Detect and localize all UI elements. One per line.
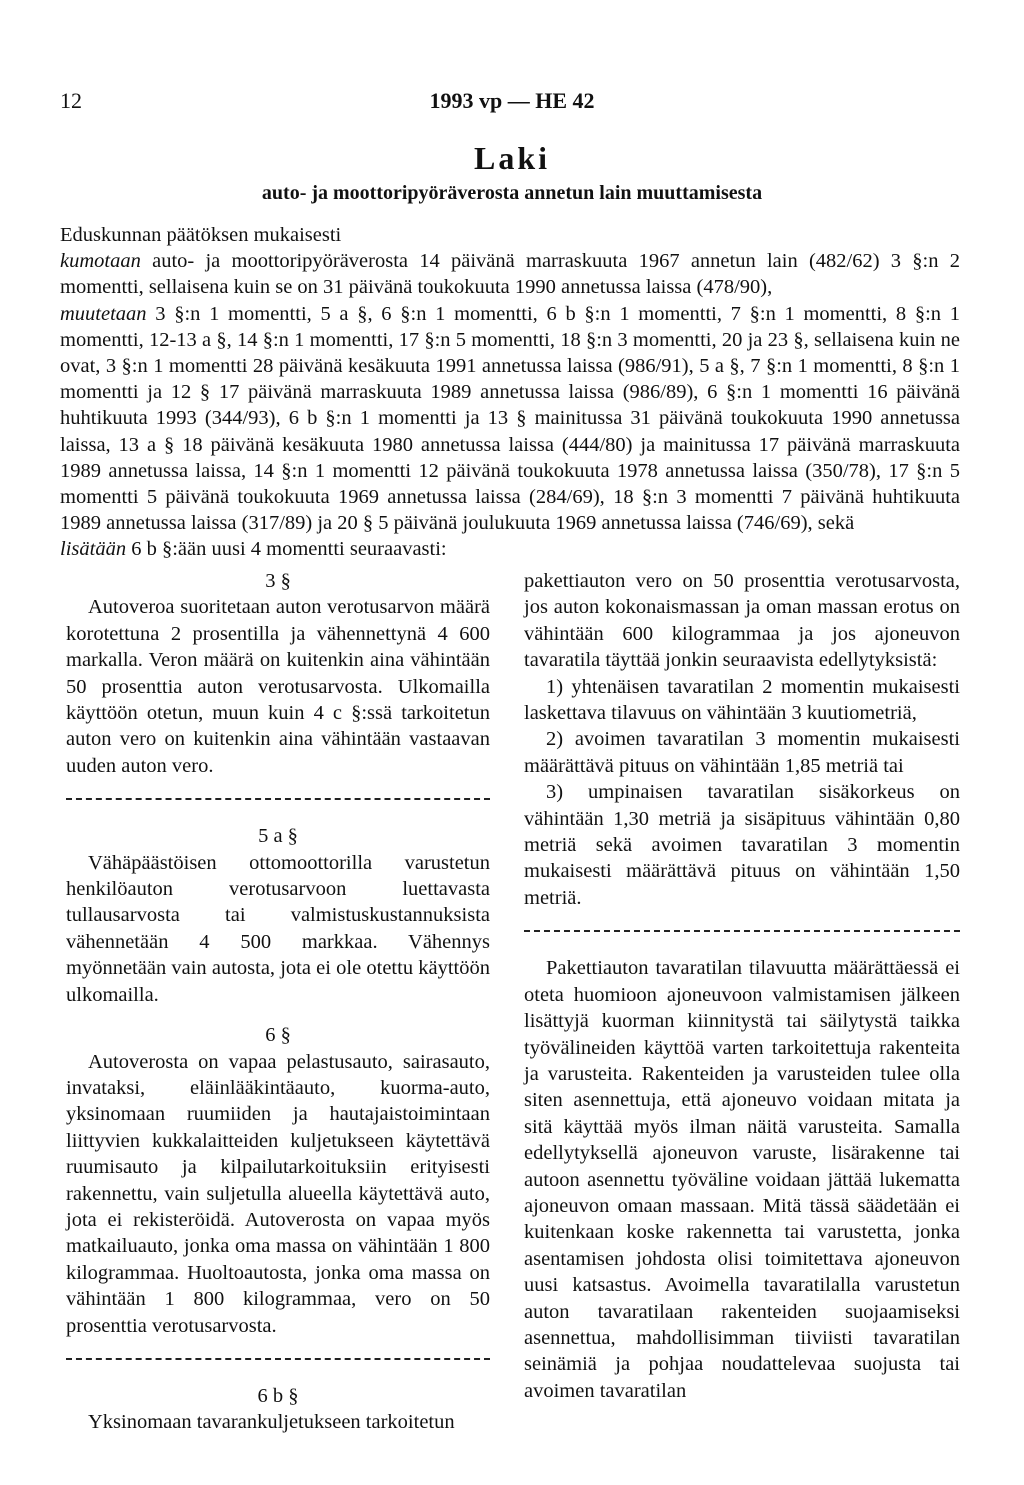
left-column <box>66 568 490 1436</box>
omission-separator <box>66 785 490 811</box>
law-subtitle: auto- ja moottoripyöräverosta annetun lain muuttamisesta <box>261 182 763 204</box>
section-3-heading: 3 § <box>265 570 291 592</box>
spacer <box>66 1008 490 1022</box>
repeal-text: auto- ja moottoripyöräverosta 14 päivänä marraskuuta 1967 annetun lain (482/62) 3 §:n 2 momentti, sellaisena kuin se on 31 päivänä toukokuuta 1990 annetussa laissa (478/90), <box>60 250 960 299</box>
section-5a-text: Vähäpäästöisen ottomoottorilla varustetun henkilöauton verotusarvoon luettavasta tullausarvosta tai valmistuskustannuksista vähennetään 4 500 markkaa. Vähennys myönnetään vain autosta, jota ei ole otettu käyttöön ulkomailla. <box>66 851 490 1006</box>
omission-separator <box>66 1345 490 1371</box>
amend-clause <box>60 301 960 537</box>
law-title: Laki <box>473 140 551 176</box>
right-column <box>524 568 960 1404</box>
section-6b-heading: 6 b § <box>257 1384 299 1407</box>
condition-item-2: 2) avoimen tavaratilan 3 momentin mukaisesti määrättävä pituus on vähintään 1,85 metriä tai <box>524 728 960 777</box>
section-5a-heading: 5 a § <box>258 825 298 848</box>
page-number: 12 <box>60 88 82 113</box>
repeal-clause <box>60 248 960 300</box>
amend-text: 3 §:n 1 momentti, 5 a §, 6 §:n 1 momentti, 6 b §:n 1 momentti, 7 §:n 1 momentti, 8 §:n 1 momentti, 12-13 a §, 14 §:n 1 momentti, 17 §:n 5 momentti, 18 §:n 3 momentti, 20 ja 23 §, sellaisena kuin ne ovat, 3 §:n 1 momentti 28 päivänä kesäkuuta 1991 annetussa laissa (986/91), 5 a §, 7 §:n 1 momentti, 8 §:n 1 momentti ja 12 § 17 päivänä marraskuuta 1989 annetussa laissa (986/89), 6 §:n 1 momentti 16 päivänä huhtikuuta 1993 (344/93), 6 b §:n 1 momentti ja 13 § mainitussa 31 päivänä toukokuuta 1990 annetussa laissa, 13 a § 18 päivänä kesäkuuta 1980 annetussa laissa (444/80) ja mainitussa 17 päivänä marraskuuta 1989 annetussa laissa, 14 §:n 1 momentti 12 päivänä toukokuuta 1978 annetussa laissa (350/78), 17 §:n 5 momentti 5 päivänä toukokuuta 1969 annetussa laissa (284/69), 18 §:n 3 momentti 7 päivänä huhtikuuta 1989 annetussa laissa (317/89) ja 20 § 5 päivänä joulukuuta 1969 annetussa laissa (746/69), sekä <box>60 302 960 535</box>
condition-item-3: 3) umpinaisen tavaratilan sisäkorkeus on vähintään 1,30 metriä ja sisäpituus vähintään 0,80 metriä sekä avoimen tavaratilan 3 momentin mukaisesti määrättävä pituus on vähintään 1,50 metriä. <box>524 781 960 909</box>
preamble <box>60 222 960 563</box>
enactment-clause: Eduskunnan päätöksen mukaisesti <box>60 224 342 246</box>
section-6b-moment-4: Pakettiauton tavaratilan tilavuutta määrättäessä ei oteta huomioon ajoneuvoon valmistamisen jälkeen lisättyjä kuorman kiinnitystä tai säilytystä taikka työvälineiden käyttöä varten tarkoitettuja rakenteita ja varusteita. Rakenteiden ja varusteiden tulee olla siten asennettuja, että ajoneuvo voidaan mitata ja sitä käyttää myös ilman näitä varusteita. Samalla edellytyksellä ajoneuvon varuste, lisärakenne tai autoon asennettu työväline voidaan jättää lukematta ajoneuvon omaan massaan. Mitä tässä säädetään ei kuitenkaan koske rakennetta tai varustetta, jonka asentamisen johdosta olisi toimitettava ajoneuvon uusi katsastus. Avoimella tavaratilalla varustetun auton tavaratilaan rakenteiden suojaamiseksi asennettua, mahdollisimman tiiviisti tavaratilan seinämiä ja pohjaa noudattelevaa suojusta tai avoimen tavaratilan <box>524 957 960 1402</box>
header-title: 1993 vp — HE 42 <box>429 88 595 113</box>
amend-word: muutetaan <box>60 302 147 325</box>
section-6b-text: Yksinomaan tavarankuljetukseen tarkoitetun <box>88 1411 455 1434</box>
omission-separator <box>524 917 960 943</box>
add-clause <box>60 536 960 562</box>
add-text: 6 b §:ään uusi 4 momentti seuraavasti: <box>126 538 447 561</box>
page-header <box>60 88 964 118</box>
section-3-text: Autoveroa suoritetaan auton verotusarvon määrä korotettuna 2 prosentilla ja vähennettynä 4 600 markalla. Veron määrä on kuitenkin aina vähintään 50 prosenttia auton verotusarvosta. Ulkomailla käyttöön otetun, muun kuin 4 c §:ssä tarkoitetun auton vero on kuitenkin aina vähintään vastaavan uuden auton vero. <box>66 596 490 777</box>
section-6b-continuation: pakettiauton vero on 50 prosenttia verotusarvosta, jos auton kokonaismassan ja oman massan erotus on vähintään 600 kilogrammaa ja jos ajoneuvon tavaratila täyttää jonkin seuraavista edellytyksistä: <box>524 570 960 672</box>
add-word: lisätään <box>60 538 127 561</box>
section-6-heading: 6 § <box>265 1024 291 1047</box>
repeal-word: kumotaan <box>60 250 141 273</box>
section-6-text: Autoverosta on vapaa pelastusauto, sairasauto, invataksi, eläinlääkintäauto, kuorma-auto, yksinomaan ruumiiden ja hautajaistoimintaan liittyvien kukkalaitteiden kuljetukseen käytettävä ruumisauto ja kilpailutarkoituksiin erityisesti rakennettu, vain suljetulla alueella käytettävä auto, jota ei rekisteröidä. Autoverosta on vapaa myös matkailuauto, jonka oma massa on vähintään 1 800 kilogrammaa. Huoltoautosta, jonka oma massa on vähintään 1 800 kilogrammaa, vero on 50 prosenttia verotusarvosta. <box>66 1050 490 1337</box>
condition-item-1: 1) yhtenäisen tavaratilan 2 momentin mukaisesti laskettava tilavuus on vähintään 3 kuutiometriä, <box>524 675 960 725</box>
